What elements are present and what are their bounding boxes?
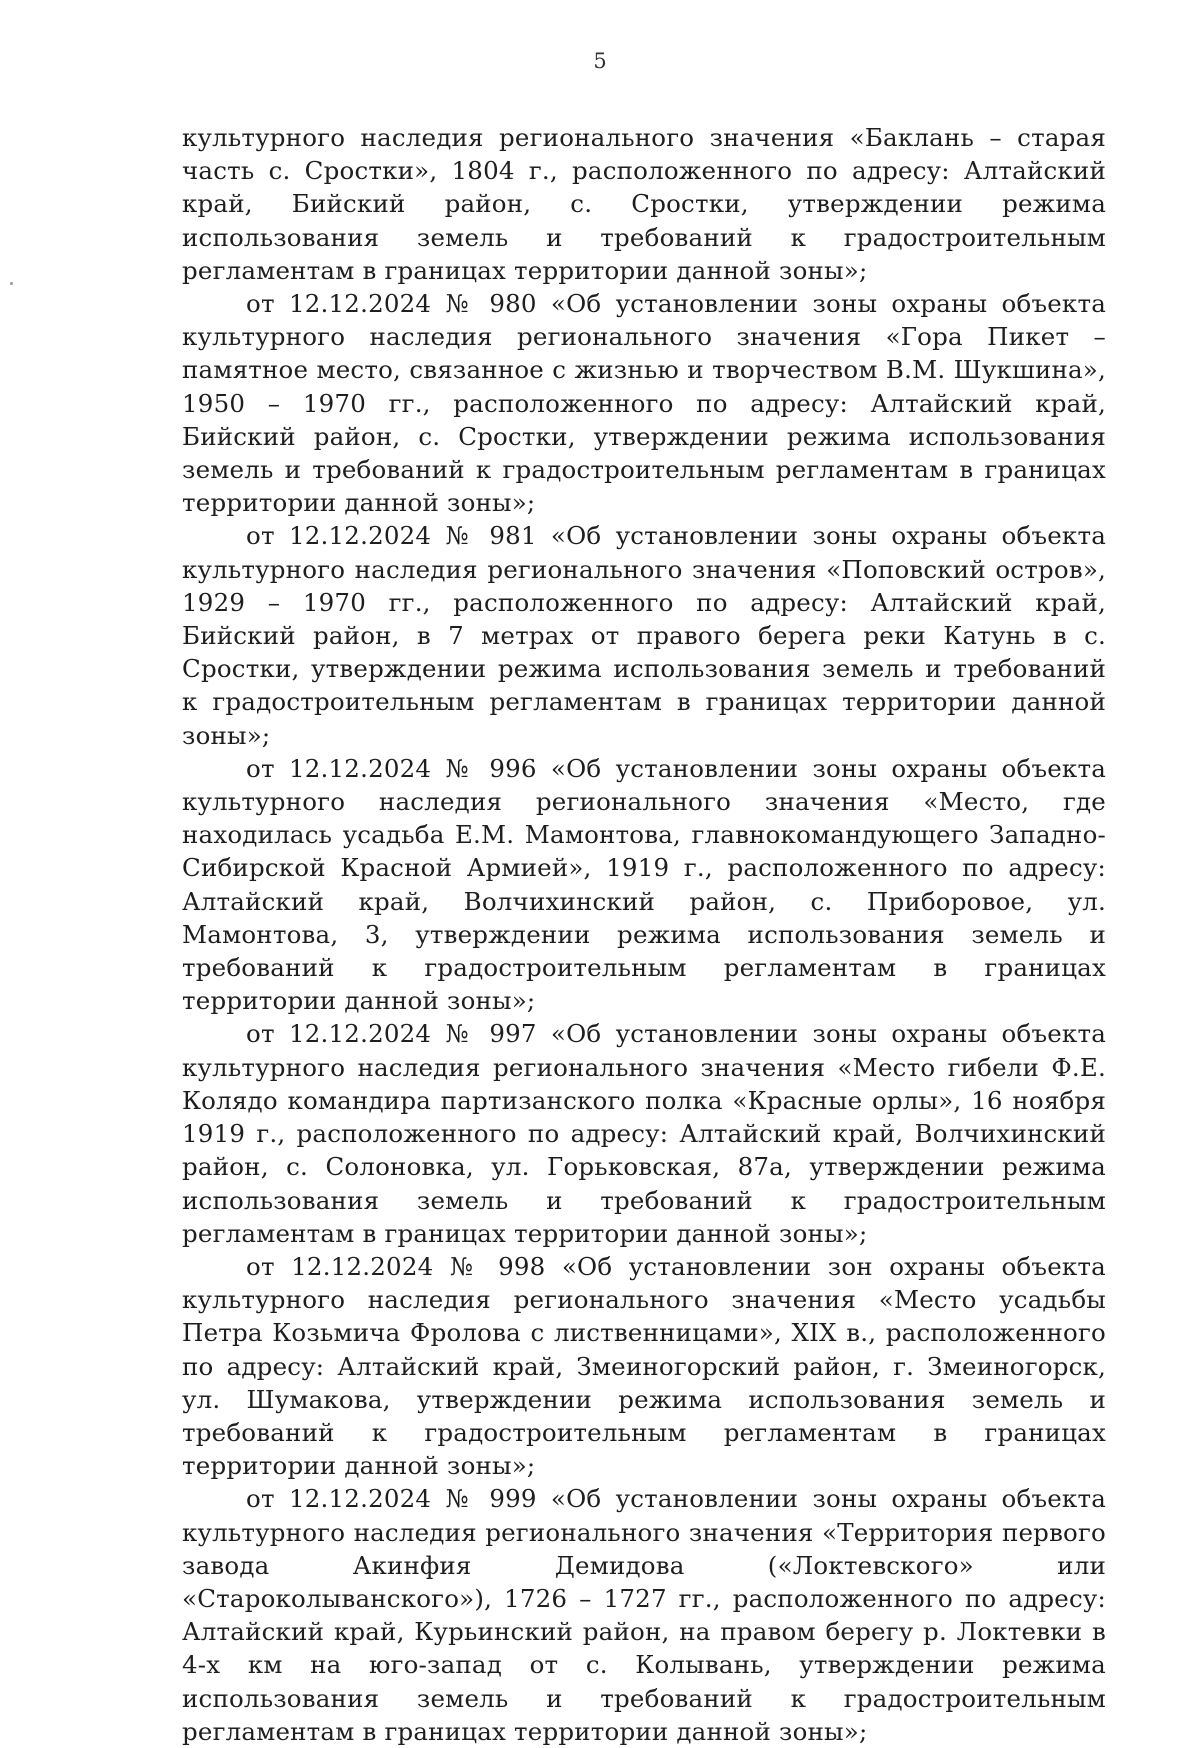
document-body: [182, 121, 1106, 1748]
scan-margin-mark: [10, 282, 13, 285]
paragraph-resolution-998: от 12.12.2024 № 998 «Об установлении зон охраны объекта культурного наследия регионального значения «Место усадьбы Петра Козьмича Фролова с лиственницами», XIX в., расположенного по адресу: Алтайский край, Змеиногорский район, г. Змеиногорск, ул. Шумакова, утверждении режима использования земель и требований к градостроительным регламентам в границах территории данной зоны»;: [182, 1251, 1106, 1481]
paragraph-resolution-980: от 12.12.2024 № 980 «Об установлении зоны охраны объекта культурного наследия регионального значения «Гора Пикет – памятное место, связанное с жизнью и творчеством В.М. Шукшина», 1950 – 1970 гг., расположенного по адресу: Алтайский край, Бийский район, с. Сростки, утверждении режима использования земель и требований к градостроительным регламентам в границах территории данной зоны»;: [182, 289, 1106, 518]
page-number: 5: [593, 49, 607, 73]
paragraph-resolution-997: от 12.12.2024 № 997 «Об установлении зоны охраны объекта культурного наследия регионального значения «Место гибели Ф.Е. Колядо командира партизанского полка «Красные орлы», 16 ноября 1919 г., расположенного по адресу: Алтайский край, Волчихинский район, с. Солоновка, ул. Горьковская, 87а, утверждении режима использования земель и требований к градостроительным регламентам в границах территории данной зоны»;: [182, 1019, 1106, 1248]
paragraph-resolution-981: от 12.12.2024 № 981 «Об установлении зоны охраны объекта культурного наследия регионального значения «Поповский остров», 1929 – 1970 гг., расположенного по адресу: Алтайский край, Бийский район, в 7 метрах от правого берега реки Катунь в с. Сростки, утверждении режима использования земель и требований к градостроительным регламентам в границах территории данной зоны»;: [182, 521, 1106, 750]
paragraph-resolution-996: от 12.12.2024 № 996 «Об установлении зоны охраны объекта культурного наследия регионального значения «Место, где находилась усадьба Е.М. Мамонтова, главнокомандующего Западно-Сибирской Красной Армией», 1919 г., расположенного по адресу: Алтайский край, Волчихинский район, с. Приборовое, ул. Мамонтова, 3, утверждении режима использования земель и требований к градостроительным регламентам в границах территории данной зоны»;: [182, 753, 1106, 1016]
paragraph-continuation: культурного наследия регионального значения «Баклань – старая часть с. Сростки», 1804 г., расположенного по адресу: Алтайский край, Бийский район, с. Сростки, утверждении режима использования земель и требований к градостроительным регламентам в границах территории данной зоны»;: [182, 123, 1106, 285]
paragraph-resolution-999: от 12.12.2024 № 999 «Об установлении зоны охраны объекта культурного наследия регионального значения «Территория первого завода Акинфия Демидова («Локтевского» или «Староколыванского»), 1726 – 1727 гг., расположенного по адресу: Алтайский край, Курьинский район, на правом берегу р. Локтевки в 4-х км на юго-запад от с. Колывань, утверждении режима использования земель и требований к градостроительным регламентам в границах территории данной зоны»;: [182, 1484, 1106, 1746]
